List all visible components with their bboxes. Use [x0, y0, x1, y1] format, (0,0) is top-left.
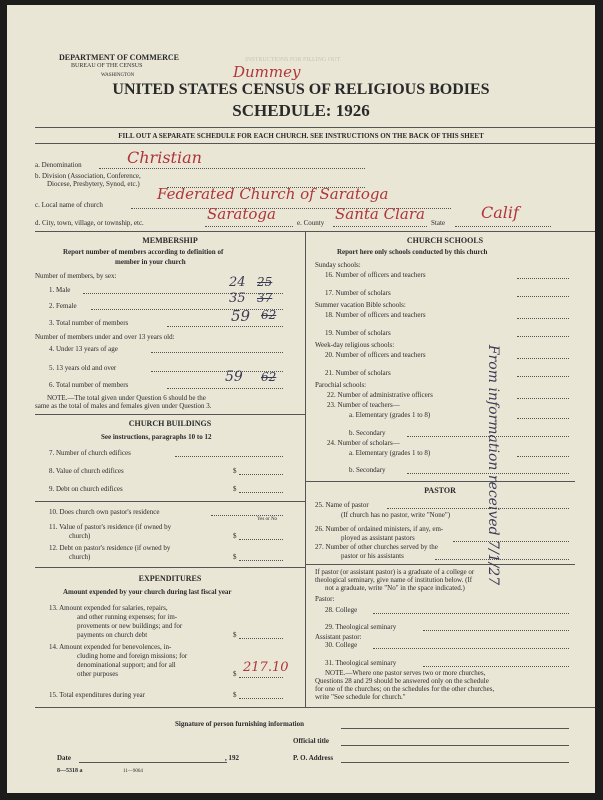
graduate-instruction-2: theological seminary, give name of institution below. (If [315, 576, 473, 584]
q23a-label: a. Elementary (grades 1 to 8) [349, 411, 431, 419]
q31-label: 31. Theological seminary [325, 659, 397, 667]
membership-title: MEMBERSHIP [142, 236, 198, 245]
q14-dollar: $ [233, 670, 237, 678]
q17-label: 17. Number of scholars [325, 289, 391, 297]
q16-line [517, 278, 569, 279]
q11-label-2: church) [69, 532, 91, 540]
q3-total-label: 3. Total number of members [49, 319, 129, 327]
expenditures-title: EXPENDITURES [138, 574, 202, 583]
schools-subtitle: Report here only schools conducted by this church [337, 248, 488, 256]
column-divider [305, 231, 306, 707]
q1-value-revised: 25 [257, 275, 273, 289]
city-label: d. City, town, village, or township, etc. [35, 219, 144, 227]
q20-label: 20. Number of officers and teachers [325, 351, 426, 359]
census-form-sheet [7, 5, 595, 793]
signature-line [341, 728, 569, 729]
q11-line [239, 539, 283, 540]
city-line [205, 226, 293, 227]
margin-annotation-text: From information received 7/1/27 [485, 344, 501, 586]
assistant-sublabel: Assistant pastor: [315, 633, 362, 641]
q13-label-3: provements or new buildings; and for [77, 622, 183, 630]
q10-label: 10. Does church own pastor's residence [49, 508, 160, 516]
divider [305, 481, 575, 482]
buildings-subtitle: See instructions, paragraphs 10 to 12 [101, 433, 212, 441]
sunday-label: Sunday schools: [315, 261, 361, 269]
membership-intro-2: member in your church [115, 258, 186, 266]
divider [35, 414, 305, 415]
church-name-label: c. Local name of church [35, 201, 103, 209]
official-title-label: Official title [293, 737, 329, 745]
q30-label: 30. College [325, 641, 358, 649]
q1-value: 24 [229, 275, 246, 290]
q14-line [239, 677, 283, 678]
graduate-instruction: If pastor (or assistant pastor) is a graduate of a college or [315, 568, 475, 576]
divider [35, 231, 595, 232]
divider [35, 143, 595, 144]
bureau-name: BUREAU OF THE CENSUS [71, 63, 143, 69]
q6-value: 59 [225, 369, 243, 385]
instruction-line: FILL OUT A SEPARATE SCHEDULE FOR EACH CHURCH. SEE INSTRUCTIONS ON THE BACK OF THIS SHEET [118, 132, 484, 140]
q15-label: 15. Total expenditures during year [49, 691, 145, 699]
q7-label: 7. Number of church edifices [49, 449, 131, 457]
q14-label: 14. Amount expended for benevolences, in- [49, 643, 172, 651]
q9-line [239, 492, 283, 493]
q5-label: 5. 13 years old and over [49, 364, 117, 372]
q3-line [167, 326, 283, 327]
pastor-note-2: Questions 28 and 29 should be answered only on the schedule [315, 677, 489, 685]
form-number: 8—5318 a [57, 768, 83, 774]
form-title: UNITED STATES CENSUS OF RELIGIOUS BODIES [112, 81, 490, 98]
divider [305, 564, 575, 565]
q11-dollar: $ [233, 532, 237, 540]
expenditures-subtitle: Amount expended by your church during last fiscal year [63, 588, 232, 596]
q17-line [517, 296, 569, 297]
state-label: State [431, 219, 445, 227]
q28-label: 28. College [325, 606, 358, 614]
q2-line [91, 309, 283, 310]
q27-label: 27. Number of other churches served by the [315, 543, 438, 551]
division-label: b. Division (Association, Conference, [35, 172, 141, 180]
print-number: 11—9064 [123, 769, 143, 774]
summer-label: Summer vacation Bible schools: [315, 301, 406, 309]
q28-line [373, 613, 569, 614]
q31-line [423, 666, 569, 667]
q26-label: 26. Number of ordained ministers, if any, em- [315, 525, 444, 533]
pastor-title: PASTOR [424, 486, 456, 495]
q12-label: 12. Debt on pastor's residence (if owned by [49, 544, 171, 552]
q19-line [517, 336, 569, 337]
q6-line [167, 388, 283, 389]
q26-line [453, 541, 569, 542]
divider [35, 707, 595, 708]
q18-label: 18. Number of officers and teachers [325, 311, 426, 319]
q9-dollar: $ [233, 485, 237, 493]
q14-label-4: other purposes [77, 670, 119, 678]
state-line [455, 226, 551, 227]
county-line [333, 226, 427, 227]
q23a-line [517, 418, 569, 419]
q13-label-4: payments on church debt [77, 631, 148, 639]
q24b-label: b. Secondary [349, 466, 386, 474]
q27-line [435, 559, 569, 560]
parochial-label: Parochial schools: [315, 381, 367, 389]
q15-dollar: $ [233, 691, 237, 699]
q14-label-2: cluding home and foreign missions; for [77, 652, 188, 660]
q9-label: 9. Debt on church edifices [49, 485, 123, 493]
q6-label: 6. Total number of members [49, 381, 129, 389]
q30-line [373, 648, 569, 649]
q21-line [517, 376, 569, 377]
q1-line [83, 293, 283, 294]
q2-value-revised: 37 [257, 291, 273, 305]
q18-line [517, 318, 569, 319]
graduate-instruction-3: not a graduate, write "No" in the space indicated.) [325, 584, 465, 592]
bureau-city: WASHINGTON [101, 73, 135, 78]
q13-line [239, 638, 283, 639]
buildings-title: CHURCH BUILDINGS [128, 419, 212, 428]
q11-label: 11. Value of pastor's residence (if owned by [49, 523, 172, 531]
pastor-sublabel: Pastor: [315, 595, 335, 603]
q8-line [239, 474, 283, 475]
by-sex-label: Number of members, by sex: [35, 272, 117, 280]
city-value: Saratoga [207, 205, 276, 223]
signature-label: Signature of person furnishing information [175, 720, 304, 728]
q12-label-2: church) [69, 553, 91, 561]
dummy-annotation: Dummey [233, 63, 301, 81]
state-value: Calif [481, 203, 519, 222]
county-value: Santa Clara [335, 205, 425, 223]
pastor-note-3: for one of the churches; on the schedules for the other churches, [315, 685, 495, 693]
q1-male-label: 1. Male [49, 286, 71, 294]
denomination-value: Christian [127, 148, 202, 167]
q24-label: 24. Number of scholars— [327, 439, 400, 447]
department-name: DEPARTMENT OF COMMERCE [59, 53, 180, 62]
po-address-label: P. O. Address [293, 754, 334, 762]
q20-line [517, 358, 569, 359]
church-name-value: Federated Church of Saratoga [157, 185, 389, 203]
q14-label-3: denominational support; and for all [77, 661, 176, 669]
q26-label-2: ployed as assistant pastors [341, 534, 415, 542]
divider [35, 567, 305, 568]
q13-label-2: and other running expenses; for im- [77, 613, 178, 621]
divider [35, 127, 595, 128]
denomination-line [99, 168, 365, 169]
q23-label: 23. Number of teachers— [327, 401, 400, 409]
q8-label: 8. Value of church edifices [49, 467, 124, 475]
schedule-title: SCHEDULE: 1926 [232, 101, 370, 120]
date-year: , 192 [225, 754, 239, 762]
membership-note-2: same as the total of males and females given under Question 3. [35, 402, 212, 410]
q16-label: 16. Number of officers and teachers [325, 271, 426, 279]
date-line [79, 762, 227, 763]
q25-label: 25. Name of pastor [315, 501, 369, 509]
age-intro-label: Number of members under and over 13 years old: [35, 333, 175, 341]
q13-label: 13. Amount expended for salaries, repairs, [49, 604, 168, 612]
q3-value-revised: 62 [261, 308, 277, 322]
yes-no-hint: Yes or No [257, 517, 278, 522]
q23b-label: b. Secondary [349, 429, 386, 437]
q21-label: 21. Number of scholars [325, 369, 391, 377]
q4-label: 4. Under 13 years of age [49, 345, 118, 353]
official-title-line [341, 745, 569, 746]
q27-label-2: pastor or his assistants [341, 552, 404, 560]
q29-line [423, 630, 569, 631]
schools-title: CHURCH SCHOOLS [406, 236, 484, 245]
q14-value: 217.10 [243, 660, 289, 675]
q29-label: 29. Theological seminary [325, 623, 397, 631]
q12-dollar: $ [233, 553, 237, 561]
q4-line [151, 352, 283, 353]
weekday-label: Week-day religious schools: [315, 341, 395, 349]
q2-female-label: 2. Female [49, 302, 77, 310]
q8-dollar: $ [233, 467, 237, 475]
membership-intro: Report number of members according to definition of [63, 248, 224, 256]
q12-line [239, 560, 283, 561]
q19-label: 19. Number of scholars [325, 329, 391, 337]
pastor-note-4: write "See schedule for church." [315, 693, 406, 701]
q3-value: 59 [231, 307, 251, 325]
q15-line [239, 698, 283, 699]
divider [35, 501, 305, 502]
q24a-label: a. Elementary (grades 1 to 8) [349, 449, 431, 457]
division-label-2: Diocese, Presbytery, Synod, etc.) [47, 180, 140, 188]
q24a-line [517, 456, 569, 457]
q6-value-revised: 62 [261, 370, 277, 384]
pastor-note: NOTE.—Where one pastor serves two or more churches, [325, 669, 486, 677]
membership-note: NOTE.—The total given under Question 6 should be the [47, 394, 206, 402]
q25-line [387, 508, 569, 509]
department-header [59, 53, 179, 80]
bleed-through-text: INSTRUCTIONS FOR FILLING OUT [245, 57, 341, 63]
q22-label: 22. Number of administrative officers [327, 391, 433, 399]
q13-dollar: $ [233, 631, 237, 639]
po-address-line [341, 762, 569, 763]
denomination-label: a. Denomination [35, 161, 82, 169]
q22-line [517, 398, 569, 399]
county-label: e. County [297, 219, 325, 227]
q25-hint: (If church has no pastor, write "None") [341, 511, 451, 519]
date-label: Date [57, 754, 71, 762]
q7-line [175, 456, 283, 457]
q2-value: 35 [229, 291, 246, 306]
